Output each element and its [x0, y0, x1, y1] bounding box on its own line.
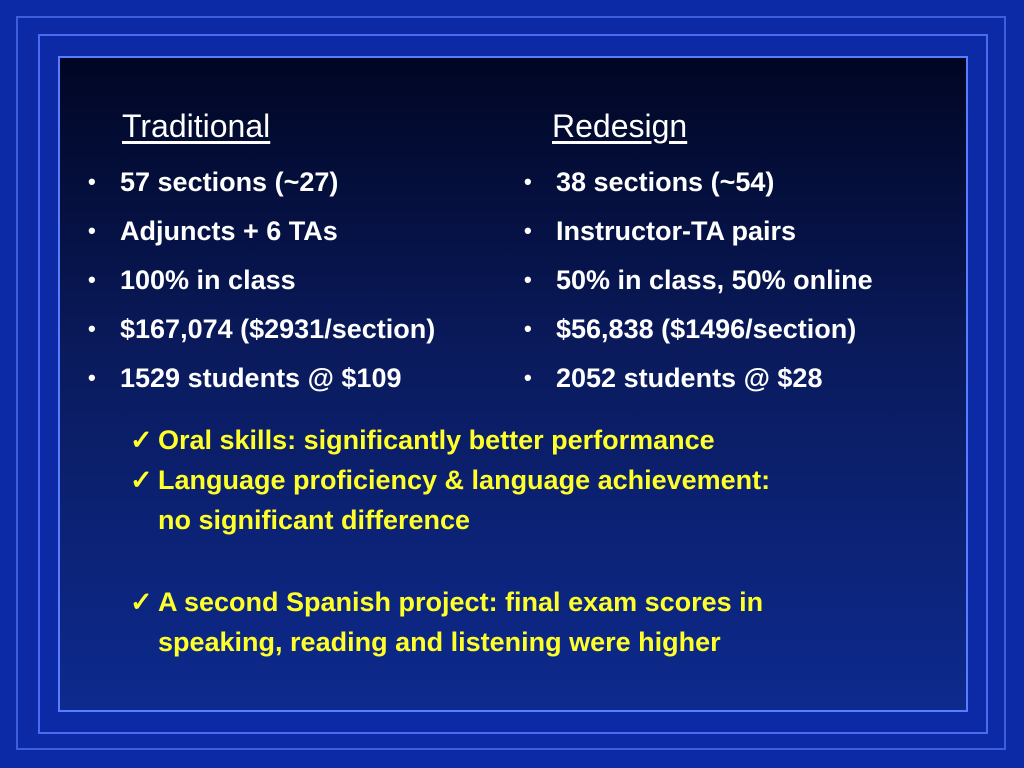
- traditional-list: [88, 160, 435, 405]
- redesign-heading: Redesign: [552, 108, 688, 144]
- check-mark-icon: ✓: [130, 587, 153, 617]
- finding-item: [130, 420, 770, 460]
- bullet-dot-icon: •: [88, 365, 96, 390]
- bullet-dot-icon: •: [524, 365, 532, 390]
- finding-item: [130, 460, 770, 540]
- finding-text: A second Spanish project: final exam scores in: [158, 587, 764, 617]
- bullet-dot-icon: •: [88, 267, 96, 292]
- list-item: • Instructor-TA pairs: [524, 209, 873, 258]
- list-item: • $167,074 ($2931/section): [88, 307, 435, 356]
- list-item: • 38 sections (~54): [524, 160, 873, 209]
- list-item: • 50% in class, 50% online: [524, 258, 873, 307]
- traditional-heading: Traditional: [122, 108, 271, 144]
- finding-text: Language proficiency & language achievement:: [158, 465, 771, 495]
- bullet-dot-icon: •: [524, 316, 532, 341]
- redesign-list: [524, 160, 873, 405]
- finding-text: Oral skills: significantly better performance: [158, 425, 715, 455]
- bullet-dot-icon: •: [88, 316, 96, 341]
- bullet-dot-icon: •: [524, 218, 532, 243]
- bullet-dot-icon: •: [524, 267, 532, 292]
- check-mark-icon: ✓: [130, 425, 153, 455]
- bullet-dot-icon: •: [88, 169, 96, 194]
- bullet-dot-icon: •: [88, 218, 96, 243]
- bullet-dot-icon: •: [524, 169, 532, 194]
- list-item: • 1529 students @ $109: [88, 356, 435, 405]
- list-item: • 100% in class: [88, 258, 435, 307]
- finding-item: [130, 582, 770, 662]
- list-item: • $56,838 ($1496/section): [524, 307, 873, 356]
- list-item: • 57 sections (~27): [88, 160, 435, 209]
- finding-text-continued: speaking, reading and listening were higher: [158, 627, 721, 657]
- check-mark-icon: ✓: [130, 465, 153, 495]
- findings-list: [130, 420, 770, 662]
- list-item: • Adjuncts + 6 TAs: [88, 209, 435, 258]
- finding-text-continued: no significant difference: [158, 505, 471, 535]
- list-item: • 2052 students @ $28: [524, 356, 873, 405]
